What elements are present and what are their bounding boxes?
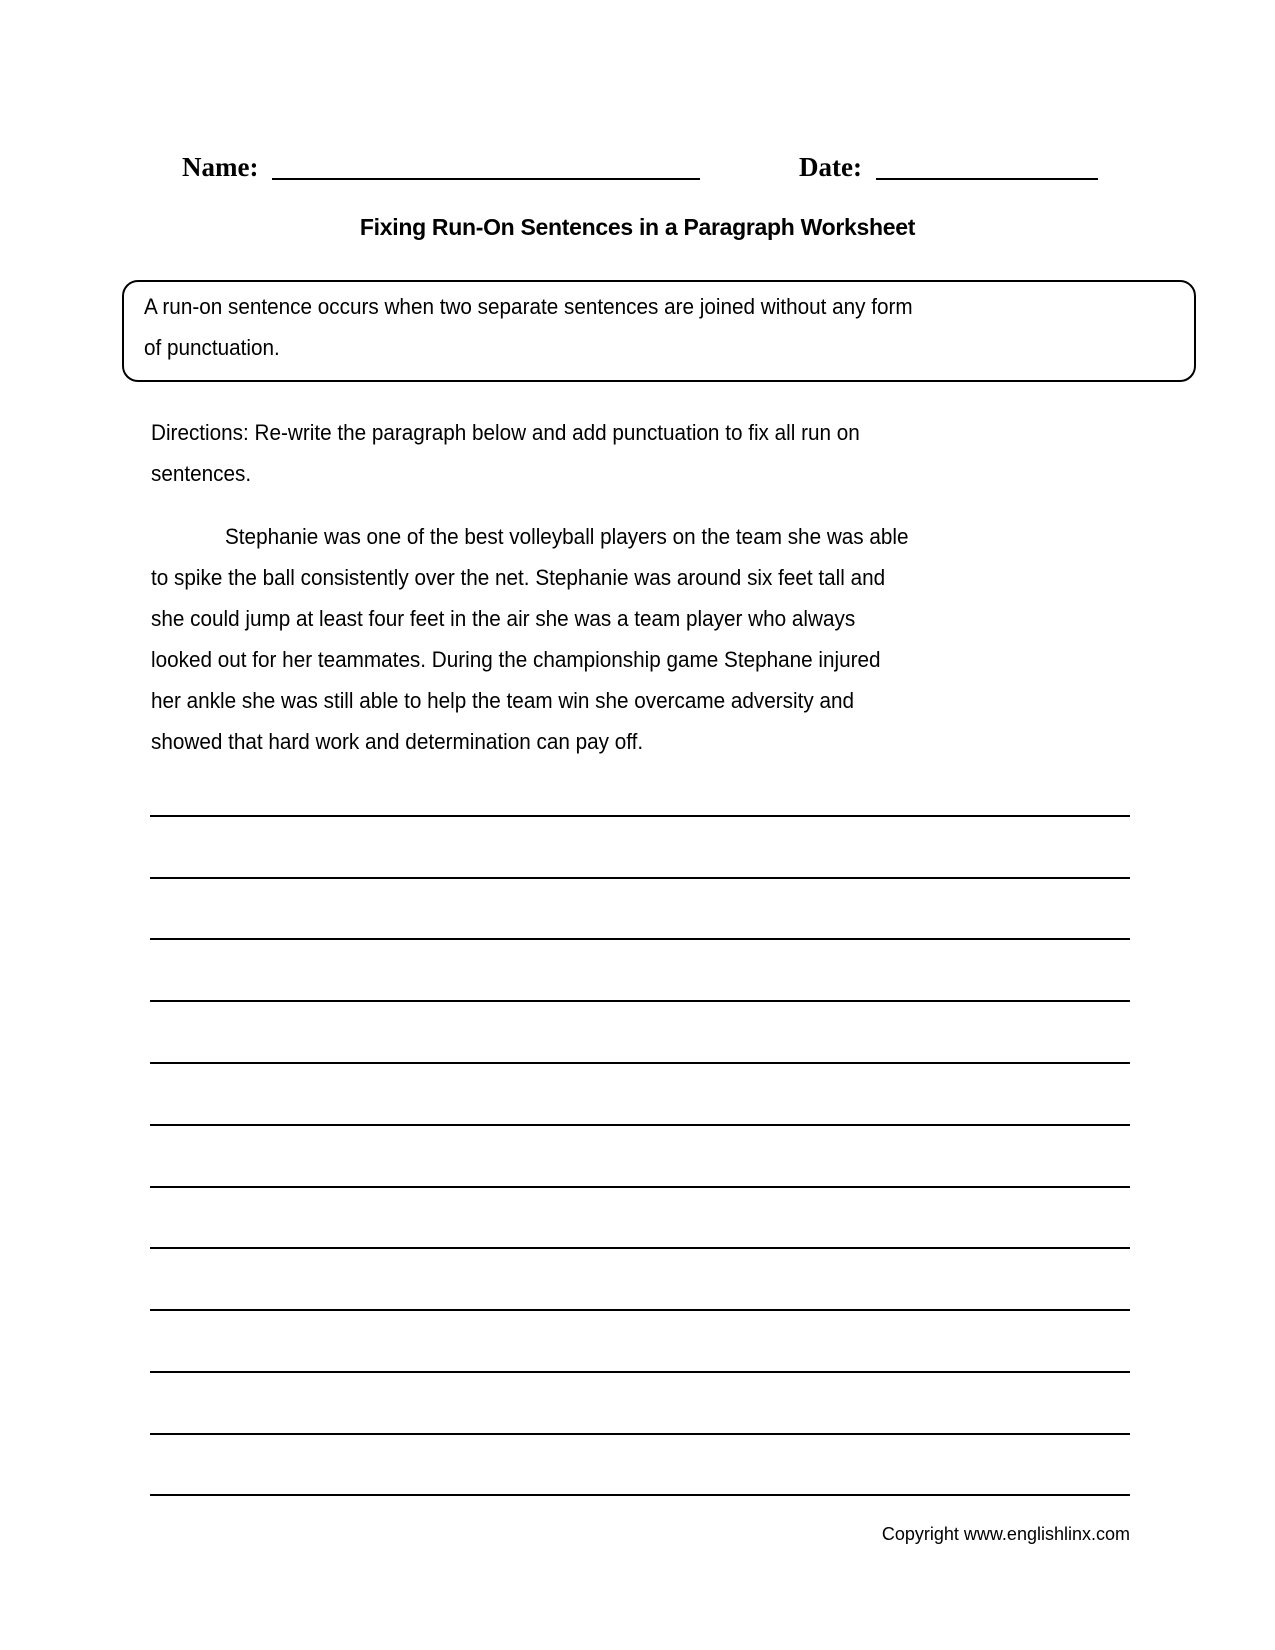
writing-line[interactable]	[150, 877, 1130, 879]
definition-line-1: A run-on sentence occurs when two separate sentences are joined without any form	[144, 294, 913, 319]
definition-line-2: of punctuation.	[144, 335, 280, 360]
writing-line[interactable]	[150, 1247, 1130, 1249]
paragraph-line-5: her ankle she was still able to help the team win she overcame adversity and	[151, 688, 855, 713]
writing-line[interactable]	[150, 815, 1130, 817]
writing-line[interactable]	[150, 1186, 1130, 1188]
paragraph-line-3: she could jump at least four feet in the air she was a team player who always	[151, 606, 856, 631]
paragraph-line-1: Stephanie was one of the best volleyball players on the team she was able	[225, 524, 909, 549]
name-field[interactable]	[272, 178, 700, 180]
writing-line[interactable]	[150, 938, 1130, 940]
date-field[interactable]	[876, 178, 1098, 180]
writing-line[interactable]	[150, 1371, 1130, 1373]
writing-line[interactable]	[150, 1433, 1130, 1435]
writing-line[interactable]	[150, 1062, 1130, 1064]
paragraph-line-6: showed that hard work and determination can pay off.	[151, 729, 644, 754]
writing-line[interactable]	[150, 1309, 1130, 1311]
name-label: Name:	[182, 152, 259, 182]
date-label: Date:	[799, 152, 862, 182]
writing-line[interactable]	[150, 1494, 1130, 1496]
writing-line[interactable]	[150, 1124, 1130, 1126]
directions-line-1: Directions: Re-write the paragraph below and add punctuation to fix all run on	[151, 420, 860, 445]
worksheet-title: Fixing Run-On Sentences in a Paragraph Worksheet	[359, 214, 916, 240]
paragraph-line-2: to spike the ball consistently over the net. Stephanie was around six feet tall and	[151, 565, 886, 590]
directions-line-2: sentences.	[151, 461, 252, 486]
writing-line[interactable]	[150, 1000, 1130, 1002]
paragraph-line-4: looked out for her teammates. During the championship game Stephane injured	[151, 647, 881, 672]
copyright-text: Copyright www.englishlinx.com	[881, 1524, 1130, 1544]
